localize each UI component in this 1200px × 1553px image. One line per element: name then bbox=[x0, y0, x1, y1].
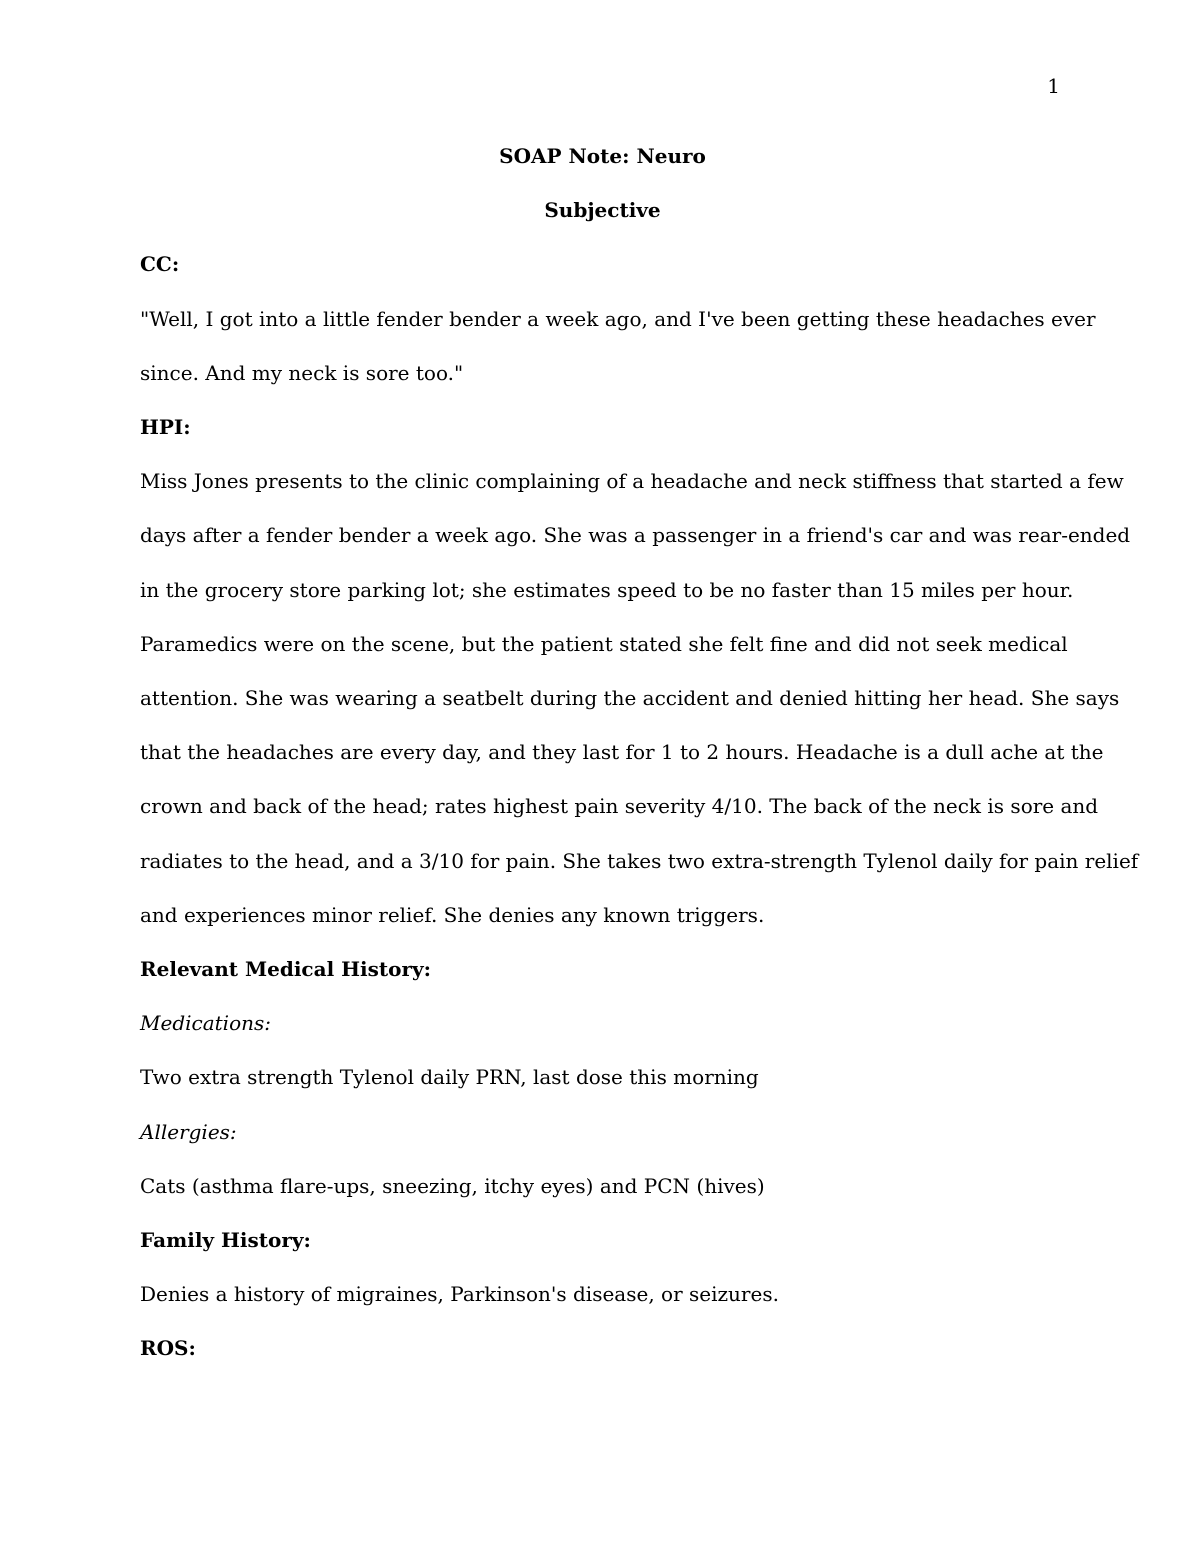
cc-heading: CC: bbox=[140, 252, 180, 277]
hpi-line: attention. She was wearing a seatbelt during the accident and denied hitting her head. She says bbox=[140, 686, 1120, 711]
hpi-line: days after a fender bender a week ago. She was a passenger in a friend's car and was rear-ended bbox=[140, 523, 1131, 548]
hpi-line: Miss Jones presents to the clinic complaining of a headache and neck stiffness that started a few bbox=[140, 469, 1124, 494]
document-body bbox=[140, 129, 1139, 1376]
document-title: SOAP Note: Neuro bbox=[499, 144, 706, 168]
section-heading-subjective: Subjective bbox=[544, 198, 661, 223]
hpi-line: and experiences minor relief. She denies any known triggers. bbox=[140, 902, 765, 927]
medications-label: Medications: bbox=[140, 1011, 271, 1036]
cc-line: "Well, I got into a little fender bender a week ago, and I've been getting these headaches ever bbox=[140, 306, 1096, 331]
family-history-text: Denies a history of migraines, Parkinson's disease, or seizures. bbox=[140, 1282, 779, 1307]
hpi-line: in the grocery store parking lot; she estimates speed to be no faster than 15 miles per hour. bbox=[140, 577, 1074, 602]
family-history-heading: Family History: bbox=[140, 1228, 311, 1253]
hpi-line: Paramedics were on the scene, but the patient stated she felt fine and did not seek medical bbox=[140, 631, 1068, 656]
page-number: 1 bbox=[1047, 74, 1060, 98]
hpi-line: radiates to the head, and a 3/10 for pain. She takes two extra-strength Tylenol daily for pain relief bbox=[140, 848, 1139, 873]
allergies-label: Allergies: bbox=[140, 1119, 237, 1144]
medical-history-heading: Relevant Medical History: bbox=[140, 957, 432, 982]
allergies-text: Cats (asthma flare-ups, sneezing, itchy eyes) and PCN (hives) bbox=[140, 1173, 765, 1198]
ros-heading: ROS: bbox=[140, 1336, 196, 1361]
medications-text: Two extra strength Tylenol daily PRN, last dose this morning bbox=[140, 1065, 759, 1090]
cc-line: since. And my neck is sore too." bbox=[140, 360, 464, 385]
hpi-line: that the headaches are every day, and they last for 1 to 2 hours. Headache is a dull ache at the bbox=[140, 740, 1104, 765]
hpi-heading: HPI: bbox=[140, 415, 191, 440]
hpi-line: crown and back of the head; rates highest pain severity 4/10. The back of the neck is sore and bbox=[140, 794, 1099, 819]
